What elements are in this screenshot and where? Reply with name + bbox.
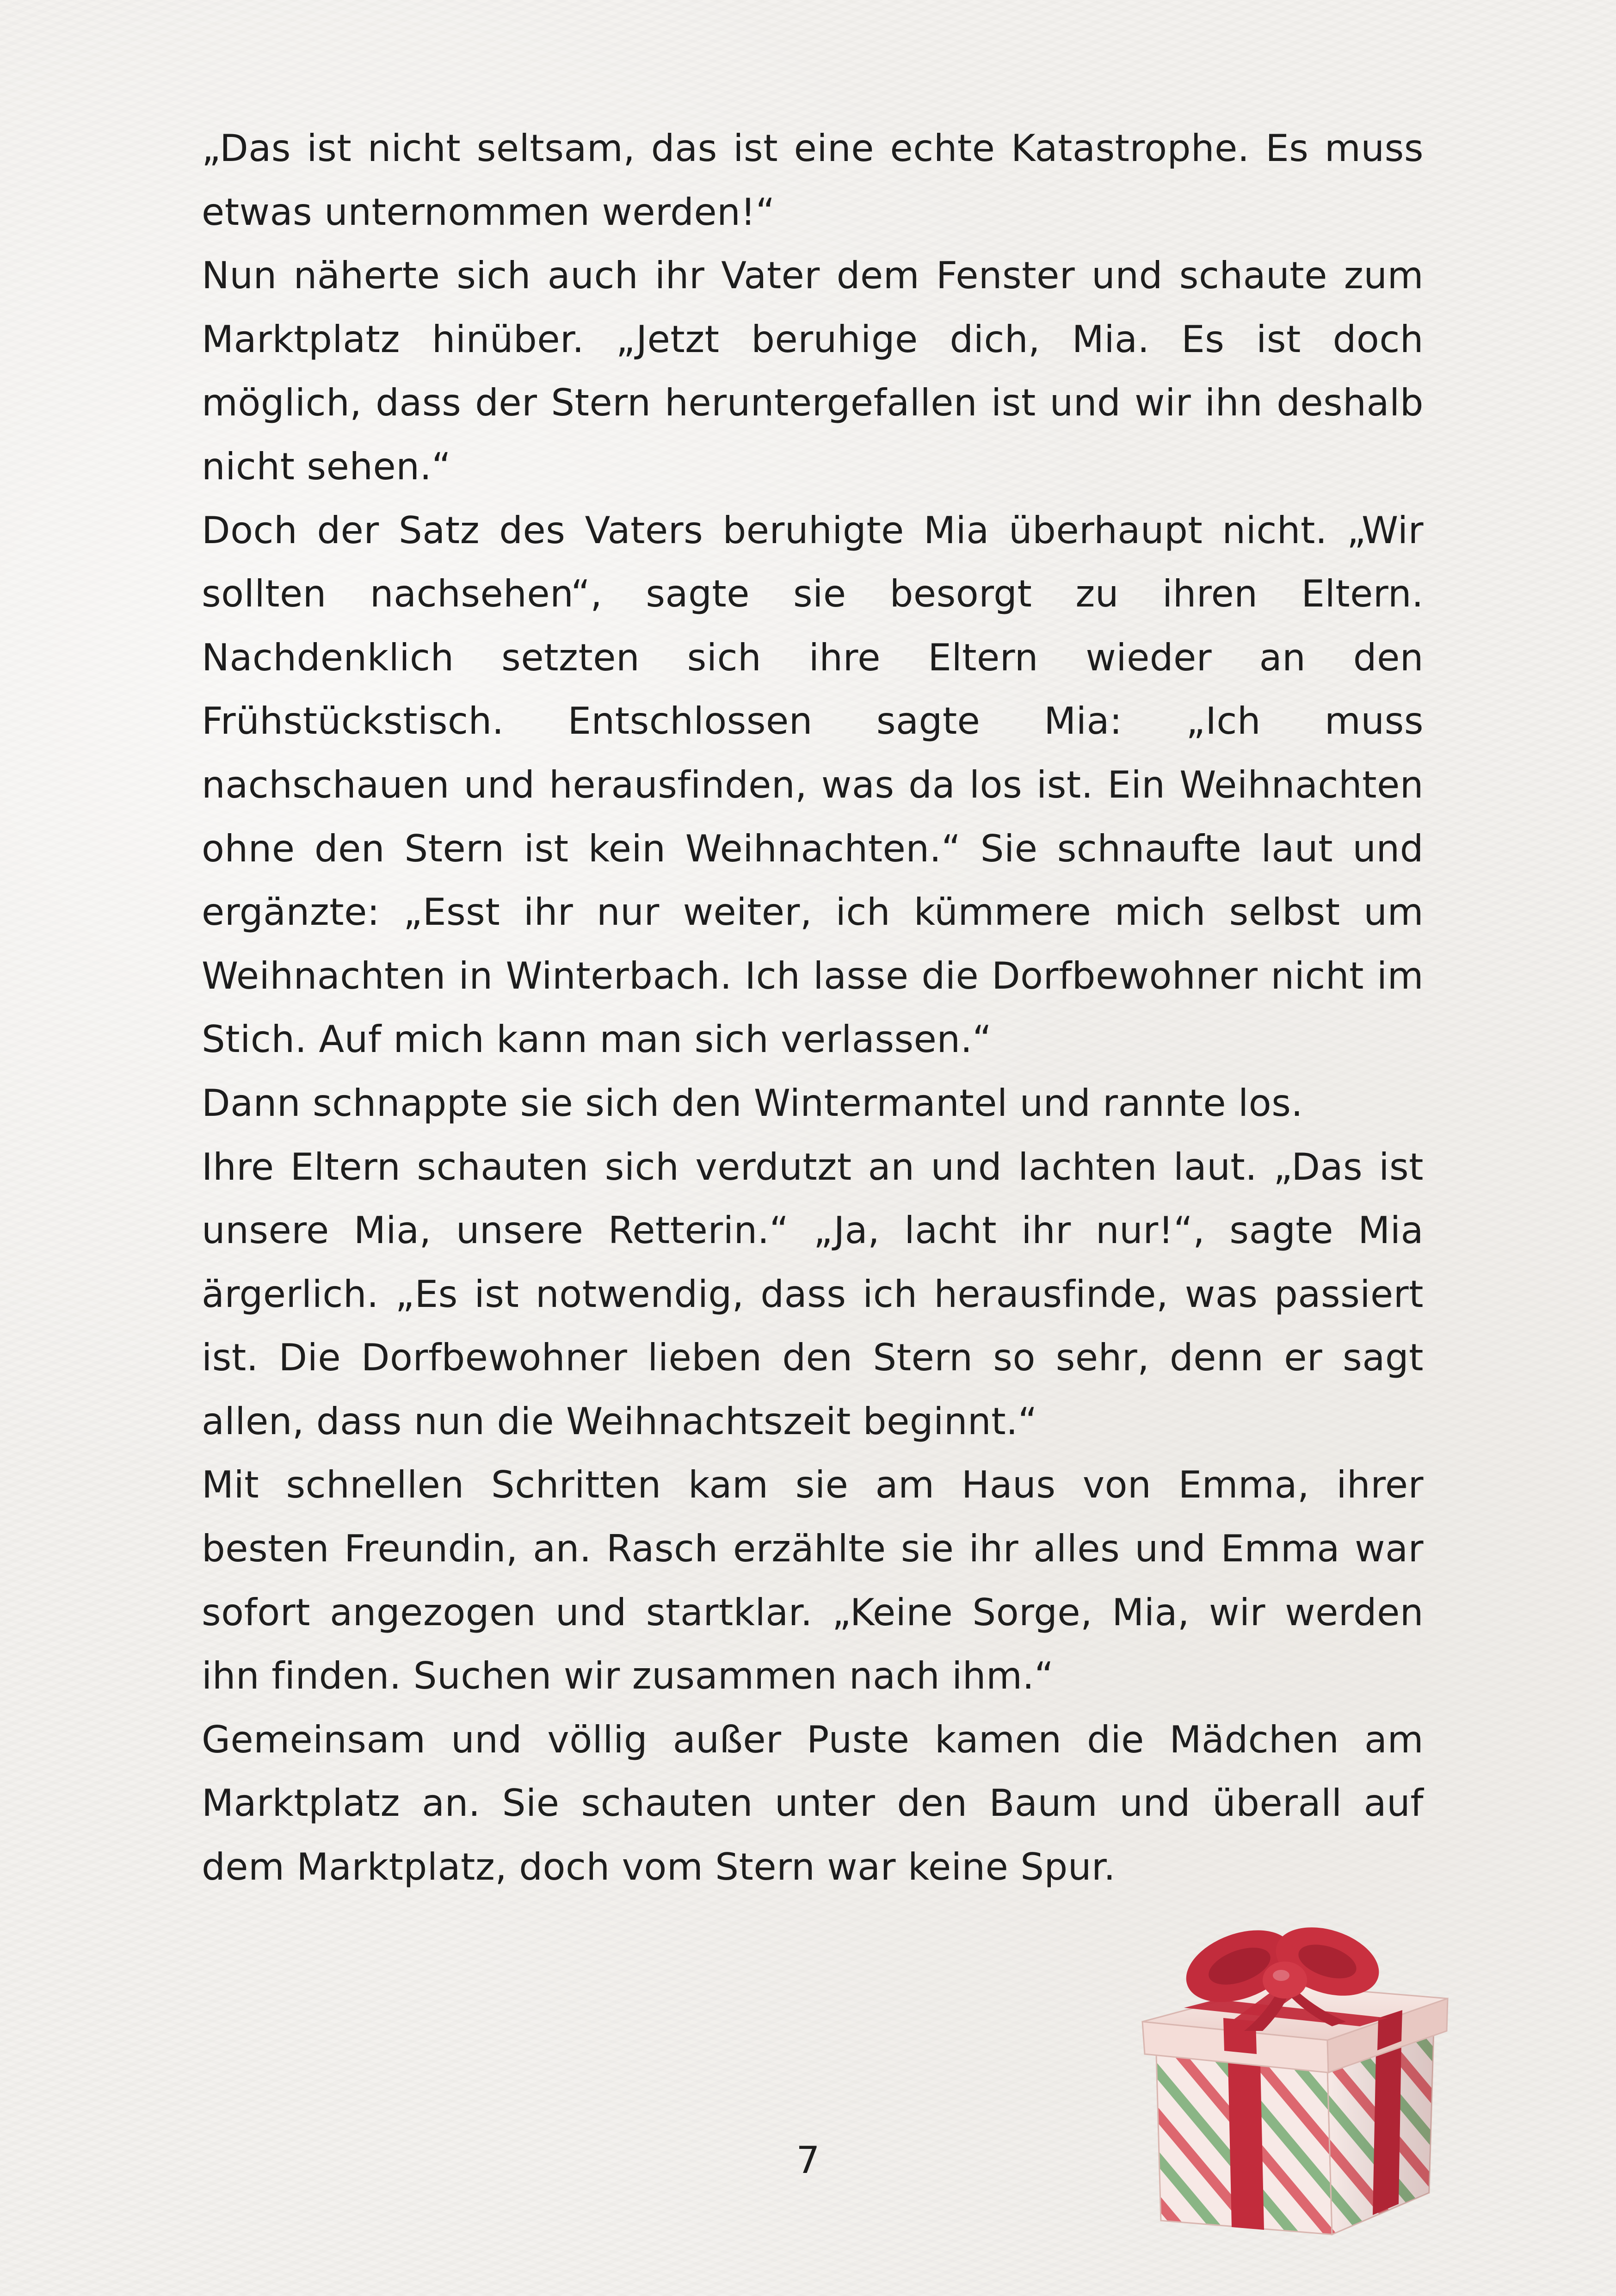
page-number: 7 bbox=[796, 2139, 820, 2182]
paragraph: Ihre Eltern schauten sich verdutzt an und lachten laut. „Das ist unsere Mia, unsere Retterin.“ „Ja, lacht ihr nur!“, sagte Mia ärgerlich. „Es ist notwendig, dass ich herausfinde, was passiert ist. Die Dorfbewohner lieben den Stern so sehr, denn er sagt allen, dass nun die Weihnachtszeit beginnt.“ bbox=[202, 1145, 1424, 1443]
paragraph: Nun näherte sich auch ihr Vater dem Fenster und schaute zum Marktplatz hinüber. „Jetzt beruhige dich, Mia. Es ist doch möglich, dass der Stern heruntergefallen ist und wir ihn deshalb nicht sehen.“ bbox=[202, 254, 1424, 488]
paragraph: „Das ist nicht seltsam, das ist eine echte Katastrophe. Es muss etwas unternommen werden!“ bbox=[202, 127, 1424, 234]
paragraph: Dann schnappte sie sich den Wintermantel und rannte los. bbox=[202, 1081, 1303, 1125]
story-text bbox=[202, 117, 1424, 1899]
paragraph: Doch der Satz des Vaters beruhigte Mia überhaupt nicht. „Wir sollten nachsehen“, sagte sie besorgt zu ihren Eltern. Nachdenklich setzten sich ihre Eltern wieder an den Frühstückstisch. Entschlossen sagte Mia: „Ich muss nachschauen und herausfinden, was da los ist. Ein Weihnachten ohne den Stern ist kein Weihnachten.“ Sie schnaufte laut und ergänzte: „Esst ihr nur weiter, ich kümmere mich selbst um Weihnachten in Winterbach. Ich lasse die Dorfbewohner nicht im Stich. Auf mich kann man sich verlassen.“ bbox=[202, 508, 1424, 1061]
gift-box-icon bbox=[1129, 1915, 1462, 2239]
paragraph: Gemeinsam und völlig außer Puste kamen die Mädchen am Marktplatz an. Sie schauten unter den Baum und überall auf dem Marktplatz, doch vom Stern war keine Spur. bbox=[202, 1718, 1424, 1889]
paragraph: Mit schnellen Schritten kam sie am Haus von Emma, ihrer besten Freundin, an. Rasch erzählte sie ihr alles und Emma war sofort angezogen und startklar. „Keine Sorge, Mia, wir werden ihn finden. Suchen wir zusammen nach ihm.“ bbox=[202, 1463, 1424, 1698]
